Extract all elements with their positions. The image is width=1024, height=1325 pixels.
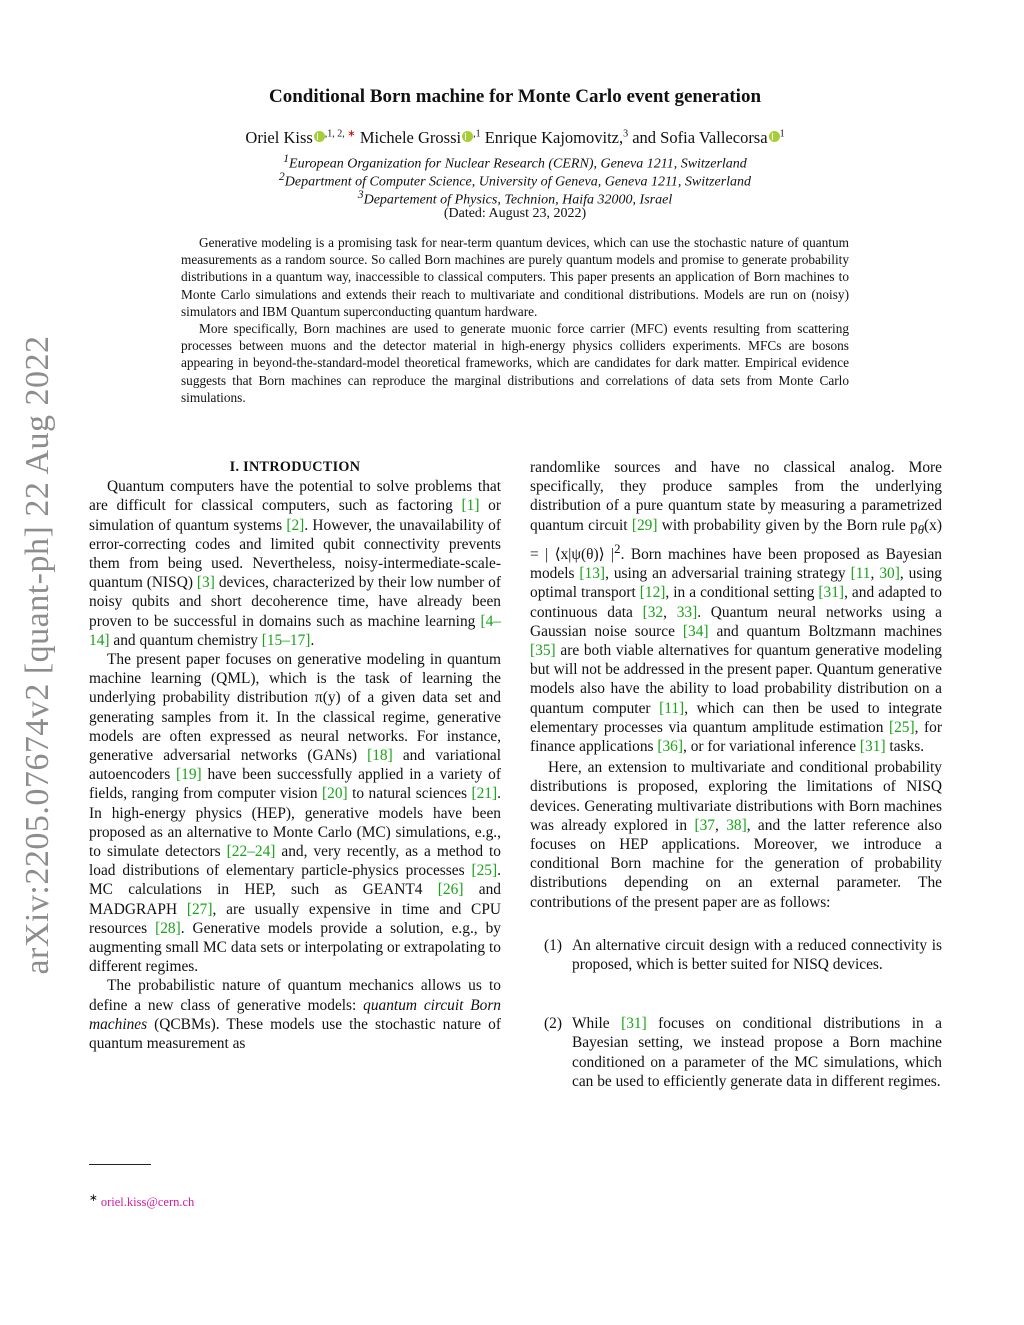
citation-link[interactable]: 33] [676, 603, 698, 621]
citation-link[interactable]: [29] [631, 516, 658, 534]
date-line: (Dated: August 23, 2022) [443, 206, 587, 221]
body-paragraph: Here, an extension to multivariate and conditional probability distributions is proposed, exploring the limitations of NISQ devices. Generating multivariate distributions with Born machines was already explored in [37, 38], and the latter reference also focuses on HEP applications. Moreover, we introduce a conditional Born machine for the generation of probability distributions depending on an external parameter. The contributions of the present paper are as follows: [530, 759, 942, 911]
citation-link[interactable]: [35] [530, 642, 556, 660]
author-name: Oriel Kiss [245, 128, 313, 147]
body-paragraph: Quantum computers have the potential to solve problems that are difficult for classical computers, such as factoring [1] or simulation of quantum systems [2]. However, the unavailability of error-correcting codes and limited qubit connectivity prevents them from being used. Nevertheless, noisy-intermediate-scale-quantum (NISQ) [3] devices, characterized by their low number of noisy qubits and short decoherence time, have already been proven to be successful in domains such as machine learning [4–14] and quantum chemistry [15–17]. [89, 478, 501, 649]
list-text: An alternative circuit design with a reduced connectivity is proposed, which is better suited for NISQ devices. [572, 936, 942, 974]
author-list [110, 128, 920, 148]
citation-link[interactable]: [32 [642, 603, 664, 621]
arxiv-identifier: arXiv:2205.07674v2 [quant-ph] 22 Aug 2022 [19, 335, 56, 975]
arxiv-side-stamp [16, 330, 60, 980]
list-text: While [31] focuses on conditional distributions in a Bayesian setting, we instead propose a Born machine conditioned on a parameter of the MC simulations, which can be used to efficiently generate data in different regimes. [572, 1015, 943, 1090]
author-name: Michele Grossi [359, 128, 462, 147]
author-affiliation-marks: ,1, 2, [324, 128, 348, 140]
citation-link[interactable]: [25] [471, 862, 498, 880]
citation-link[interactable]: [26] [437, 881, 464, 899]
body-paragraph: The probabilistic nature of quantum mechanics allows us to define a new class of generative models: quantum circuit Born machines (QCBMs). These models use the stochastic nature of quantum measurement as [89, 977, 502, 1053]
paper-title: Conditional Born machine for Monte Carlo event generation [268, 86, 762, 107]
citation-link[interactable]: [37 [694, 816, 715, 834]
citation-link[interactable]: [31] [859, 738, 886, 756]
citation-link[interactable]: [1] [461, 497, 480, 515]
author-affiliation-marks: 3 [623, 128, 629, 140]
citation-link[interactable]: [27] [186, 900, 213, 918]
abstract [181, 234, 849, 406]
orcid-icon[interactable] [314, 131, 325, 142]
citation-link[interactable]: [11 [850, 565, 871, 583]
footnote-mark: ∗ [89, 1193, 98, 1204]
corresponding-author-mark[interactable]: ∗ [347, 128, 356, 140]
citation-link[interactable]: [25] [888, 718, 915, 736]
abstract-paragraph: More specifically, Born machines are used to generate muonic force carrier (MFC) events resulting from scattering processes between muons and the detector material in high-energy physics colliders experiments. MFCs are bosons appearing in beyond-the-standard-model theoretical frameworks, which are candidates for dark matter. Empirical evidence suggests that Born machines can reproduce the marginal distributions and correlations of data sets from Monte Carlo simulations. [181, 321, 849, 405]
citation-link[interactable]: [18] [367, 747, 393, 765]
citation-link[interactable]: [11] [659, 699, 685, 717]
emphasized-term: quantum circuit Born machines [89, 996, 502, 1033]
contribution-item [530, 1014, 942, 1091]
citation-link[interactable]: [20] [322, 785, 348, 803]
email-link[interactable]: oriel.kiss@cern.ch [100, 1195, 195, 1210]
citation-link[interactable]: [22–24] [226, 843, 276, 861]
right-column [530, 458, 942, 1091]
footnote-rule [89, 1164, 151, 1165]
citation-link[interactable]: [31] [621, 1015, 647, 1033]
citation-link[interactable]: [31] [818, 584, 845, 602]
citation-link[interactable]: 38] [726, 816, 747, 834]
affiliation: $^3$Departement of Physics, Technion, Haifa 32000, Israel [357, 188, 673, 208]
citation-link[interactable]: 30] [879, 565, 900, 583]
citation-link[interactable]: [12] [639, 584, 666, 602]
citation-link[interactable]: [4–14] [89, 612, 501, 649]
citation-link[interactable]: [21] [471, 785, 498, 803]
contribution-item [530, 936, 942, 974]
abstract-paragraph: Generative modeling is a promising task for near-term quantum devices, which can use the stochastic nature of quantum measurements as a random source. So called Born machines are purely quantum models and promise to generate probability distributions in a quantum way, inaccessible to classical computers. This paper presents an application of Born machines to Monte Carlo simulations and extends their reach to multivariate and conditional distributions. Models are run on (noisy) simulators and IBM Quantum superconducting quantum hardware. [181, 235, 849, 319]
section-heading: I. INTRODUCTION [229, 459, 361, 475]
orcid-icon[interactable] [462, 131, 473, 142]
citation-link[interactable]: [13] [579, 565, 606, 583]
list-number: (1) [544, 936, 562, 954]
author-affiliation-marks: 1 [779, 128, 785, 140]
list-number: (2) [544, 1015, 562, 1033]
affiliation: $^1$European Organization for Nuclear Research (CERN), Geneva 1211, Switzerland [283, 152, 747, 172]
author-name: and Sofia Vallecorsa [632, 128, 768, 147]
body-paragraph: The present paper focuses on generative modeling in quantum machine learning (QML), which is the task of learning the underlying probability distribution π(y) of a given data set and generating samples from it. In the classical regime, generative models are often expressed as neural networks. For instance, generative adversarial networks (GANs) [18] and variational autoencoders [19] have been successfully applied in a variety of fields, ranging from computer vision [20] to natural sciences [21]. In high-energy physics (HEP), generative models have been proposed as an alternative to Monte Carlo (MC) simulations, e.g., to simulate detectors [22–24] and, very recently, as a method to load distributions of elementary particle-physics processes [25]. MC calculations in HEP, such as GEANT4 [26] and MADGRAPH [27], are usually expensive in time and CPU resources [28]. Generative models provide a solution, e.g., by augmenting small MC data sets or interpolating or extrapolating to different regimes. [89, 651, 502, 976]
citation-link[interactable]: [19] [176, 766, 202, 784]
citation-link[interactable]: [28] [155, 919, 181, 937]
footnote [89, 1192, 194, 1210]
left-column [89, 458, 501, 1053]
citation-link[interactable]: [36] [657, 738, 684, 756]
citation-link[interactable]: [34] [682, 622, 709, 640]
affiliation: $^2$Department of Computer Science, University of Geneva, Geneva 1211, Switzerland [278, 170, 752, 190]
author-affiliation-marks: ,1 [473, 128, 481, 140]
citation-link[interactable]: [2] [286, 516, 305, 534]
citation-link[interactable]: [3] [196, 574, 215, 592]
citation-link[interactable]: [15–17] [261, 631, 311, 649]
body-paragraph: randomlike sources and have no classical analog. More specifically, they produce samples from the underlying distribution of a pure quantum state by measuring a parametrized quantum circuit [29] with probability given by the Born rule $p_\theta(x)$ = | ⟨x|ψ(θ)⟩ $|^2$. Born machines have been proposed as Bayesian models [13], using an adversarial training strategy [11, 30], using optimal transport [12], in a conditional setting [31], and adapted to continuous data [32, 33]. Quantum neural networks using a Gaussian noise source [34] and quantum Boltzmann machines [35] are both viable alternatives for quantum generative modeling but will not be addressed in the present paper. Quantum generative models also have the ability to load probability distribution on a quantum computer [11], which can then be used to integrate elementary processes via quantum amplitude estimation [25], for finance applications [36], or for variational inference [31] tasks. [530, 459, 942, 756]
orcid-icon[interactable] [769, 131, 780, 142]
author-name: Enrique Kajomovitz, [484, 128, 624, 147]
